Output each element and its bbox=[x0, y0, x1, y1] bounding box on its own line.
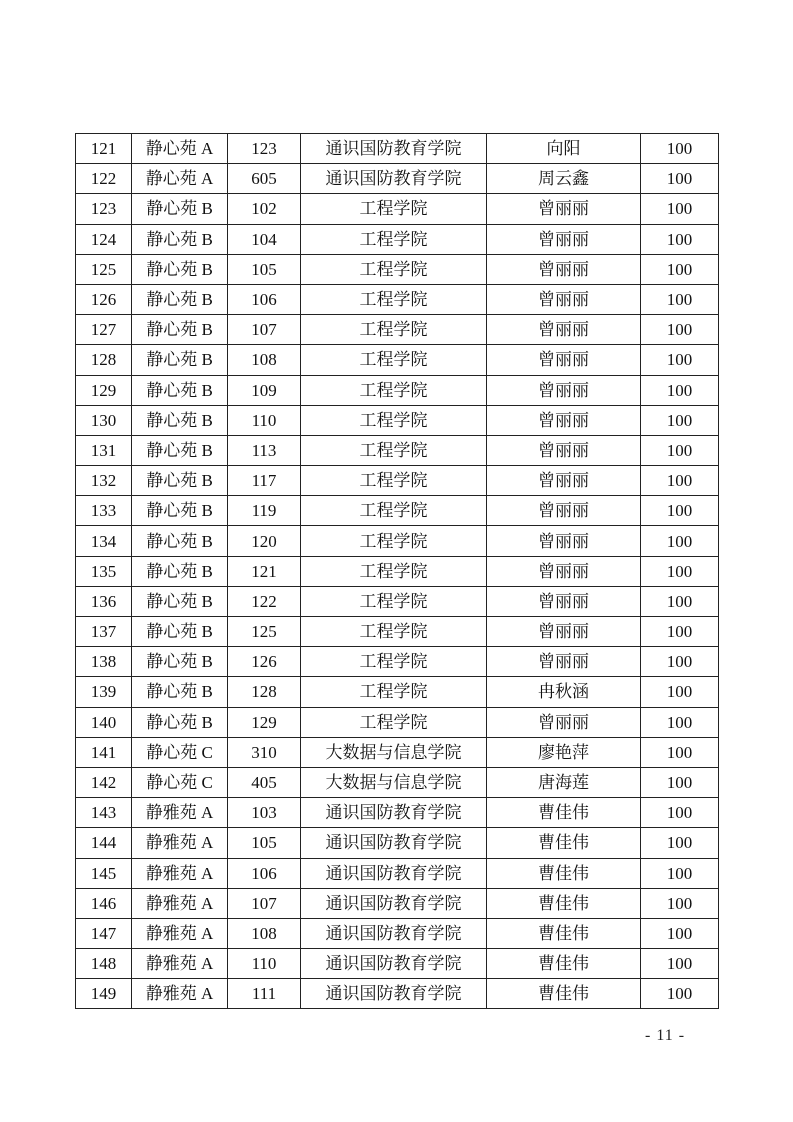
college-cell: 工程学院 bbox=[301, 435, 487, 465]
table-row bbox=[76, 405, 719, 435]
building-cell: 静心苑 B bbox=[132, 405, 228, 435]
score-cell: 100 bbox=[641, 556, 719, 586]
building-cell: 静雅苑 A bbox=[132, 828, 228, 858]
table-row bbox=[76, 858, 719, 888]
college-cell: 通识国防教育学院 bbox=[301, 888, 487, 918]
building-cell: 静心苑 B bbox=[132, 526, 228, 556]
person-cell: 曾丽丽 bbox=[487, 254, 641, 284]
score-cell: 100 bbox=[641, 918, 719, 948]
building-cell: 静心苑 B bbox=[132, 435, 228, 465]
person-cell: 唐海莲 bbox=[487, 767, 641, 797]
room-number-cell: 102 bbox=[228, 194, 301, 224]
score-cell: 100 bbox=[641, 194, 719, 224]
room-number-cell: 103 bbox=[228, 798, 301, 828]
person-cell: 曹佳伟 bbox=[487, 828, 641, 858]
room-number-cell: 110 bbox=[228, 949, 301, 979]
row-number-cell: 141 bbox=[76, 737, 132, 767]
college-cell: 工程学院 bbox=[301, 647, 487, 677]
person-cell: 曾丽丽 bbox=[487, 435, 641, 465]
person-cell: 曾丽丽 bbox=[487, 586, 641, 616]
building-cell: 静心苑 C bbox=[132, 767, 228, 797]
college-cell: 工程学院 bbox=[301, 194, 487, 224]
room-number-cell: 106 bbox=[228, 284, 301, 314]
table-row bbox=[76, 556, 719, 586]
table-row bbox=[76, 134, 719, 164]
row-number-cell: 142 bbox=[76, 767, 132, 797]
building-cell: 静心苑 B bbox=[132, 224, 228, 254]
college-cell: 工程学院 bbox=[301, 405, 487, 435]
row-number-cell: 147 bbox=[76, 918, 132, 948]
building-cell: 静心苑 B bbox=[132, 284, 228, 314]
table-body bbox=[76, 134, 719, 1009]
table-row bbox=[76, 526, 719, 556]
score-cell: 100 bbox=[641, 586, 719, 616]
building-cell: 静心苑 B bbox=[132, 345, 228, 375]
score-cell: 100 bbox=[641, 707, 719, 737]
building-cell: 静心苑 B bbox=[132, 315, 228, 345]
room-number-cell: 605 bbox=[228, 164, 301, 194]
room-number-cell: 310 bbox=[228, 737, 301, 767]
row-number-cell: 125 bbox=[76, 254, 132, 284]
person-cell: 曾丽丽 bbox=[487, 647, 641, 677]
row-number-cell: 133 bbox=[76, 496, 132, 526]
table-row bbox=[76, 707, 719, 737]
person-cell: 曾丽丽 bbox=[487, 526, 641, 556]
row-number-cell: 132 bbox=[76, 466, 132, 496]
person-cell: 曾丽丽 bbox=[487, 496, 641, 526]
table-row bbox=[76, 284, 719, 314]
room-number-cell: 128 bbox=[228, 677, 301, 707]
score-cell: 100 bbox=[641, 254, 719, 284]
table-row bbox=[76, 435, 719, 465]
building-cell: 静心苑 B bbox=[132, 466, 228, 496]
person-cell: 曹佳伟 bbox=[487, 858, 641, 888]
score-cell: 100 bbox=[641, 466, 719, 496]
building-cell: 静雅苑 A bbox=[132, 858, 228, 888]
row-number-cell: 135 bbox=[76, 556, 132, 586]
score-cell: 100 bbox=[641, 979, 719, 1009]
page-number: - 11 - bbox=[645, 1027, 686, 1044]
college-cell: 大数据与信息学院 bbox=[301, 767, 487, 797]
table-row bbox=[76, 737, 719, 767]
row-number-cell: 122 bbox=[76, 164, 132, 194]
row-number-cell: 123 bbox=[76, 194, 132, 224]
person-cell: 冉秋涵 bbox=[487, 677, 641, 707]
person-cell: 曹佳伟 bbox=[487, 949, 641, 979]
college-cell: 工程学院 bbox=[301, 375, 487, 405]
dormitory-score-table bbox=[75, 133, 719, 1009]
table-row bbox=[76, 194, 719, 224]
room-number-cell: 107 bbox=[228, 315, 301, 345]
score-cell: 100 bbox=[641, 677, 719, 707]
person-cell: 曹佳伟 bbox=[487, 888, 641, 918]
building-cell: 静心苑 B bbox=[132, 254, 228, 284]
building-cell: 静心苑 A bbox=[132, 134, 228, 164]
college-cell: 工程学院 bbox=[301, 224, 487, 254]
table-row bbox=[76, 224, 719, 254]
table-row bbox=[76, 164, 719, 194]
building-cell: 静心苑 A bbox=[132, 164, 228, 194]
building-cell: 静心苑 B bbox=[132, 194, 228, 224]
room-number-cell: 110 bbox=[228, 405, 301, 435]
table-row bbox=[76, 466, 719, 496]
table-row bbox=[76, 496, 719, 526]
table-row bbox=[76, 617, 719, 647]
row-number-cell: 145 bbox=[76, 858, 132, 888]
person-cell: 周云鑫 bbox=[487, 164, 641, 194]
score-cell: 100 bbox=[641, 405, 719, 435]
room-number-cell: 108 bbox=[228, 918, 301, 948]
row-number-cell: 137 bbox=[76, 617, 132, 647]
table-row bbox=[76, 828, 719, 858]
table-row bbox=[76, 767, 719, 797]
score-cell: 100 bbox=[641, 858, 719, 888]
row-number-cell: 136 bbox=[76, 586, 132, 616]
college-cell: 工程学院 bbox=[301, 677, 487, 707]
room-number-cell: 105 bbox=[228, 828, 301, 858]
room-number-cell: 104 bbox=[228, 224, 301, 254]
person-cell: 曾丽丽 bbox=[487, 556, 641, 586]
building-cell: 静心苑 C bbox=[132, 737, 228, 767]
person-cell: 曹佳伟 bbox=[487, 979, 641, 1009]
college-cell: 通识国防教育学院 bbox=[301, 828, 487, 858]
score-cell: 100 bbox=[641, 647, 719, 677]
row-number-cell: 131 bbox=[76, 435, 132, 465]
college-cell: 工程学院 bbox=[301, 496, 487, 526]
row-number-cell: 138 bbox=[76, 647, 132, 677]
row-number-cell: 121 bbox=[76, 134, 132, 164]
college-cell: 工程学院 bbox=[301, 617, 487, 647]
score-cell: 100 bbox=[641, 224, 719, 254]
person-cell: 曾丽丽 bbox=[487, 284, 641, 314]
row-number-cell: 143 bbox=[76, 798, 132, 828]
room-number-cell: 106 bbox=[228, 858, 301, 888]
row-number-cell: 146 bbox=[76, 888, 132, 918]
college-cell: 通识国防教育学院 bbox=[301, 918, 487, 948]
score-cell: 100 bbox=[641, 617, 719, 647]
row-number-cell: 140 bbox=[76, 707, 132, 737]
room-number-cell: 117 bbox=[228, 466, 301, 496]
person-cell: 曾丽丽 bbox=[487, 345, 641, 375]
score-cell: 100 bbox=[641, 828, 719, 858]
room-number-cell: 129 bbox=[228, 707, 301, 737]
score-cell: 100 bbox=[641, 345, 719, 375]
person-cell: 曾丽丽 bbox=[487, 315, 641, 345]
row-number-cell: 130 bbox=[76, 405, 132, 435]
room-number-cell: 105 bbox=[228, 254, 301, 284]
college-cell: 工程学院 bbox=[301, 556, 487, 586]
building-cell: 静雅苑 A bbox=[132, 798, 228, 828]
college-cell: 通识国防教育学院 bbox=[301, 979, 487, 1009]
college-cell: 工程学院 bbox=[301, 526, 487, 556]
person-cell: 曹佳伟 bbox=[487, 918, 641, 948]
college-cell: 工程学院 bbox=[301, 345, 487, 375]
person-cell: 廖艳萍 bbox=[487, 737, 641, 767]
college-cell: 工程学院 bbox=[301, 707, 487, 737]
person-cell: 曾丽丽 bbox=[487, 617, 641, 647]
building-cell: 静雅苑 A bbox=[132, 949, 228, 979]
room-number-cell: 121 bbox=[228, 556, 301, 586]
row-number-cell: 139 bbox=[76, 677, 132, 707]
person-cell: 曾丽丽 bbox=[487, 466, 641, 496]
score-cell: 100 bbox=[641, 284, 719, 314]
person-cell: 曾丽丽 bbox=[487, 707, 641, 737]
college-cell: 工程学院 bbox=[301, 284, 487, 314]
room-number-cell: 113 bbox=[228, 435, 301, 465]
score-cell: 100 bbox=[641, 315, 719, 345]
score-cell: 100 bbox=[641, 375, 719, 405]
person-cell: 向阳 bbox=[487, 134, 641, 164]
building-cell: 静心苑 B bbox=[132, 375, 228, 405]
row-number-cell: 126 bbox=[76, 284, 132, 314]
person-cell: 曾丽丽 bbox=[487, 405, 641, 435]
person-cell: 曾丽丽 bbox=[487, 194, 641, 224]
room-number-cell: 122 bbox=[228, 586, 301, 616]
table-row bbox=[76, 798, 719, 828]
college-cell: 通识国防教育学院 bbox=[301, 949, 487, 979]
building-cell: 静心苑 B bbox=[132, 647, 228, 677]
room-number-cell: 405 bbox=[228, 767, 301, 797]
building-cell: 静雅苑 A bbox=[132, 888, 228, 918]
person-cell: 曾丽丽 bbox=[487, 375, 641, 405]
person-cell: 曹佳伟 bbox=[487, 798, 641, 828]
room-number-cell: 108 bbox=[228, 345, 301, 375]
table-row bbox=[76, 647, 719, 677]
score-cell: 100 bbox=[641, 164, 719, 194]
building-cell: 静心苑 B bbox=[132, 707, 228, 737]
college-cell: 工程学院 bbox=[301, 586, 487, 616]
room-number-cell: 109 bbox=[228, 375, 301, 405]
row-number-cell: 149 bbox=[76, 979, 132, 1009]
college-cell: 通识国防教育学院 bbox=[301, 164, 487, 194]
table-row bbox=[76, 345, 719, 375]
score-cell: 100 bbox=[641, 496, 719, 526]
building-cell: 静心苑 B bbox=[132, 617, 228, 647]
room-number-cell: 123 bbox=[228, 134, 301, 164]
row-number-cell: 134 bbox=[76, 526, 132, 556]
score-cell: 100 bbox=[641, 435, 719, 465]
college-cell: 工程学院 bbox=[301, 254, 487, 284]
row-number-cell: 128 bbox=[76, 345, 132, 375]
score-cell: 100 bbox=[641, 134, 719, 164]
room-number-cell: 126 bbox=[228, 647, 301, 677]
building-cell: 静心苑 B bbox=[132, 496, 228, 526]
row-number-cell: 127 bbox=[76, 315, 132, 345]
score-cell: 100 bbox=[641, 949, 719, 979]
table-row bbox=[76, 949, 719, 979]
building-cell: 静雅苑 A bbox=[132, 979, 228, 1009]
college-cell: 大数据与信息学院 bbox=[301, 737, 487, 767]
row-number-cell: 129 bbox=[76, 375, 132, 405]
room-number-cell: 111 bbox=[228, 979, 301, 1009]
building-cell: 静心苑 B bbox=[132, 586, 228, 616]
row-number-cell: 124 bbox=[76, 224, 132, 254]
college-cell: 工程学院 bbox=[301, 315, 487, 345]
room-number-cell: 125 bbox=[228, 617, 301, 647]
building-cell: 静心苑 B bbox=[132, 556, 228, 586]
table-row bbox=[76, 254, 719, 284]
table-row bbox=[76, 677, 719, 707]
table-row bbox=[76, 979, 719, 1009]
building-cell: 静雅苑 A bbox=[132, 918, 228, 948]
table-row bbox=[76, 375, 719, 405]
college-cell: 通识国防教育学院 bbox=[301, 858, 487, 888]
table-row bbox=[76, 315, 719, 345]
room-number-cell: 107 bbox=[228, 888, 301, 918]
table-row bbox=[76, 888, 719, 918]
room-number-cell: 119 bbox=[228, 496, 301, 526]
college-cell: 通识国防教育学院 bbox=[301, 134, 487, 164]
building-cell: 静心苑 B bbox=[132, 677, 228, 707]
score-cell: 100 bbox=[641, 798, 719, 828]
college-cell: 工程学院 bbox=[301, 466, 487, 496]
score-cell: 100 bbox=[641, 767, 719, 797]
row-number-cell: 148 bbox=[76, 949, 132, 979]
score-cell: 100 bbox=[641, 888, 719, 918]
table-row bbox=[76, 586, 719, 616]
person-cell: 曾丽丽 bbox=[487, 224, 641, 254]
score-cell: 100 bbox=[641, 526, 719, 556]
room-number-cell: 120 bbox=[228, 526, 301, 556]
table-row bbox=[76, 918, 719, 948]
row-number-cell: 144 bbox=[76, 828, 132, 858]
score-cell: 100 bbox=[641, 737, 719, 767]
college-cell: 通识国防教育学院 bbox=[301, 798, 487, 828]
